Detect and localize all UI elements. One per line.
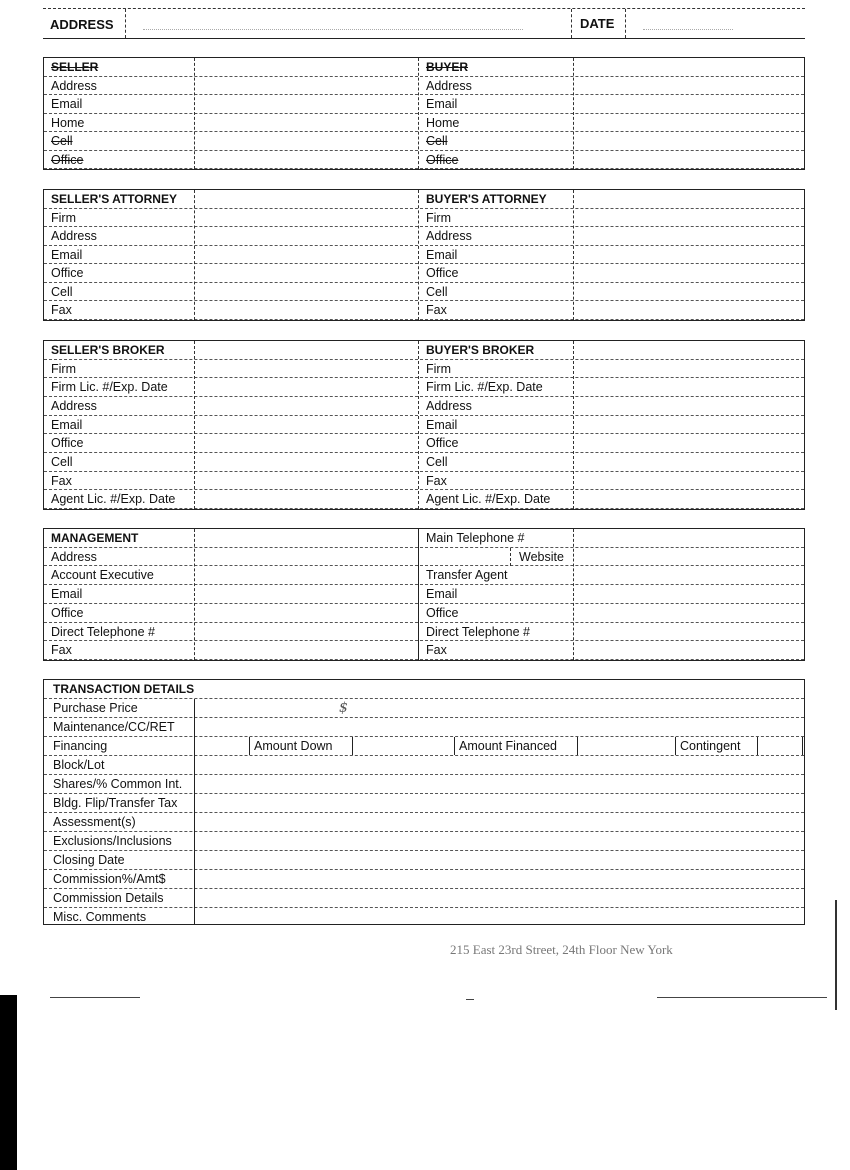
broker-right-field[interactable] bbox=[575, 490, 803, 508]
party-left-field[interactable] bbox=[196, 95, 418, 113]
attorney-right-field[interactable] bbox=[575, 209, 803, 227]
party-left-label: SELLER bbox=[51, 60, 99, 74]
transaction-row-label: Block/Lot bbox=[53, 758, 105, 772]
attorney-row bbox=[44, 246, 804, 265]
party-right-field[interactable] bbox=[575, 58, 803, 76]
party-left-field[interactable] bbox=[196, 151, 418, 169]
attorney-row bbox=[44, 227, 804, 246]
amount-financed-label: Amount Financed bbox=[459, 739, 557, 753]
transaction-field[interactable] bbox=[196, 889, 801, 907]
attorney-left-field[interactable] bbox=[196, 190, 418, 208]
broker-right-label: Fax bbox=[426, 473, 447, 488]
party-left-label: Office bbox=[51, 152, 84, 167]
transaction-row bbox=[44, 699, 804, 718]
broker-left-field[interactable] bbox=[196, 490, 418, 508]
attorney-left-label: Firm bbox=[51, 210, 76, 225]
scan-edge-bar bbox=[0, 995, 17, 1170]
transaction-row bbox=[44, 813, 804, 832]
management-left-label: Office bbox=[51, 605, 84, 620]
attorney-left-field[interactable] bbox=[196, 246, 418, 264]
attorney-left-label: Address bbox=[51, 229, 97, 244]
address-date-bar bbox=[43, 8, 805, 39]
management-right-field[interactable] bbox=[575, 529, 803, 547]
transaction-row bbox=[44, 718, 804, 737]
attorney-table bbox=[43, 189, 805, 321]
transaction-row bbox=[44, 794, 804, 813]
broker-left-field[interactable] bbox=[196, 434, 418, 452]
attorney-left-field[interactable] bbox=[196, 264, 418, 282]
broker-right-label: Email bbox=[426, 417, 458, 432]
transaction-field[interactable] bbox=[196, 870, 801, 888]
broker-right-label: Cell bbox=[426, 455, 448, 469]
management-row bbox=[44, 641, 804, 660]
broker-row bbox=[44, 397, 804, 416]
contingent-label: Contingent bbox=[680, 739, 741, 753]
broker-left-field[interactable] bbox=[196, 453, 418, 471]
party-left-label: Email bbox=[51, 97, 83, 111]
management-left-field[interactable] bbox=[196, 585, 418, 603]
broker-left-field[interactable] bbox=[196, 378, 418, 396]
management-row bbox=[44, 548, 804, 567]
broker-right-field[interactable] bbox=[575, 341, 803, 359]
transaction-row bbox=[44, 756, 804, 775]
management-right-label: Transfer Agent bbox=[426, 568, 508, 583]
party-right-label: Cell bbox=[426, 134, 448, 148]
management-right-label: Email bbox=[426, 587, 458, 602]
transaction-field[interactable] bbox=[196, 832, 801, 850]
footer-address: 215 East 23rd Street, 24th Floor New York bbox=[450, 942, 673, 957]
party-row bbox=[44, 58, 804, 77]
broker-right-field[interactable] bbox=[575, 434, 803, 452]
management-left-label: Address bbox=[51, 549, 97, 564]
footer-divider-right bbox=[657, 997, 827, 998]
broker-row bbox=[44, 453, 804, 472]
broker-left-label: Firm Lic. #/Exp. Date bbox=[51, 380, 168, 395]
transaction-row-label: Commission%/Amt$ bbox=[53, 872, 166, 886]
management-right-label: Website bbox=[519, 549, 564, 564]
broker-row bbox=[44, 490, 804, 509]
amount-down-label: Amount Down bbox=[254, 739, 333, 753]
management-left-label: Email bbox=[51, 587, 83, 602]
transaction-row-label: Exclusions/Inclusions bbox=[53, 834, 172, 848]
attorney-right-label: Fax bbox=[426, 303, 447, 318]
party-left-field[interactable] bbox=[196, 114, 418, 132]
attorney-right-field[interactable] bbox=[575, 190, 803, 208]
management-left-label: MANAGEMENT bbox=[51, 531, 139, 545]
broker-right-field[interactable] bbox=[575, 453, 803, 471]
broker-left-label: Email bbox=[51, 417, 83, 432]
management-right-label: Office bbox=[426, 605, 459, 620]
party-left-field[interactable] bbox=[196, 58, 418, 76]
attorney-left-label: Office bbox=[51, 266, 84, 281]
transaction-row bbox=[44, 870, 804, 889]
attorney-row bbox=[44, 283, 804, 302]
purchase-price-value[interactable]: $ bbox=[339, 700, 349, 716]
attorney-right-label: Email bbox=[426, 247, 458, 262]
attorney-left-field[interactable] bbox=[196, 301, 418, 319]
management-right-field[interactable] bbox=[575, 623, 803, 641]
transaction-title: TRANSACTION DETAILS bbox=[53, 682, 195, 696]
transaction-row-label: Shares/% Common Int. bbox=[53, 777, 183, 791]
broker-right-label: Address bbox=[426, 399, 472, 413]
attorney-right-label: Firm bbox=[426, 210, 451, 225]
transaction-row-label: Commission Details bbox=[53, 891, 164, 905]
transaction-row bbox=[44, 832, 804, 851]
management-right-label: Direct Telephone # bbox=[426, 624, 531, 639]
transaction-row bbox=[44, 908, 804, 927]
broker-right-label: Office bbox=[426, 436, 459, 451]
broker-left-label: Firm bbox=[51, 361, 76, 376]
management-right-field[interactable] bbox=[575, 585, 803, 603]
management-right-field[interactable] bbox=[575, 548, 803, 566]
footer-divider-left bbox=[50, 997, 140, 998]
party-left-field[interactable] bbox=[196, 132, 418, 150]
broker-right-field[interactable] bbox=[575, 360, 803, 378]
transaction-field[interactable] bbox=[196, 813, 801, 831]
management-right-field[interactable] bbox=[575, 566, 803, 584]
management-left-field[interactable] bbox=[196, 604, 418, 622]
transaction-field[interactable] bbox=[196, 794, 801, 812]
broker-right-field[interactable] bbox=[575, 472, 803, 490]
management-row bbox=[44, 604, 804, 623]
party-left-field[interactable] bbox=[196, 77, 418, 95]
party-right-field[interactable] bbox=[575, 151, 803, 169]
transaction-row-label: Assessment(s) bbox=[53, 815, 136, 829]
seller-buyer-table bbox=[43, 57, 805, 170]
management-right-field[interactable] bbox=[575, 604, 803, 622]
transaction-row bbox=[44, 775, 804, 794]
broker-row bbox=[44, 472, 804, 491]
broker-right-label: BUYER'S BROKER bbox=[426, 343, 535, 357]
management-row bbox=[44, 585, 804, 604]
broker-left-label: Cell bbox=[51, 455, 73, 469]
broker-left-field[interactable] bbox=[196, 360, 418, 378]
attorney-row bbox=[44, 209, 804, 228]
management-left-label: Direct Telephone # bbox=[51, 624, 156, 639]
broker-right-field[interactable] bbox=[575, 378, 803, 396]
party-right-label: BUYER bbox=[426, 60, 469, 74]
transaction-field[interactable] bbox=[196, 851, 801, 869]
party-right-field[interactable] bbox=[575, 114, 803, 132]
party-right-field[interactable] bbox=[575, 132, 803, 150]
management-right-label: Main Telephone # bbox=[426, 531, 525, 545]
attorney-right-label: BUYER'S ATTORNEY bbox=[426, 192, 547, 206]
broker-table bbox=[43, 340, 805, 510]
broker-left-field[interactable] bbox=[196, 472, 418, 490]
transaction-field[interactable] bbox=[196, 756, 801, 774]
transaction-row-label: Closing Date bbox=[53, 853, 125, 867]
attorney-right-label: Office bbox=[426, 266, 459, 281]
transaction-table bbox=[43, 679, 805, 925]
transaction-row-label: Bldg. Flip/Transfer Tax bbox=[53, 796, 178, 810]
transaction-row bbox=[44, 737, 804, 756]
broker-right-field[interactable] bbox=[575, 416, 803, 434]
management-left-field[interactable] bbox=[196, 623, 418, 641]
party-right-label: Office bbox=[426, 152, 459, 167]
party-row bbox=[44, 95, 804, 114]
attorney-row bbox=[44, 264, 804, 283]
address-handwriting bbox=[143, 19, 523, 30]
attorney-row bbox=[44, 190, 804, 209]
broker-left-field[interactable] bbox=[196, 341, 418, 359]
party-right-field[interactable] bbox=[575, 95, 803, 113]
party-left-label: Cell bbox=[51, 134, 73, 148]
broker-right-label: Firm Lic. #/Exp. Date bbox=[426, 380, 543, 395]
attorney-left-label: Email bbox=[51, 247, 83, 262]
management-left-field[interactable] bbox=[196, 529, 418, 547]
transaction-row-label: Maintenance/CC/RET bbox=[53, 720, 175, 734]
management-row bbox=[44, 529, 804, 548]
attorney-right-field[interactable] bbox=[575, 264, 803, 282]
broker-left-label: Office bbox=[51, 436, 84, 451]
transaction-field[interactable] bbox=[196, 775, 801, 793]
broker-row bbox=[44, 360, 804, 379]
attorney-right-field[interactable] bbox=[575, 227, 803, 245]
broker-left-label: SELLER'S BROKER bbox=[51, 343, 165, 357]
attorney-left-label: Cell bbox=[51, 284, 73, 299]
broker-left-label: Agent Lic. #/Exp. Date bbox=[51, 492, 176, 507]
management-left-label: Fax bbox=[51, 643, 72, 658]
broker-left-label: Address bbox=[51, 399, 97, 413]
broker-left-field[interactable] bbox=[196, 397, 418, 415]
attorney-right-field[interactable] bbox=[575, 301, 803, 319]
right-scan-edge bbox=[835, 900, 837, 1010]
attorney-left-field[interactable] bbox=[196, 227, 418, 245]
party-right-label: Home bbox=[426, 115, 460, 130]
party-row bbox=[44, 114, 804, 133]
party-right-label: Email bbox=[426, 97, 458, 111]
transaction-row-label: Purchase Price bbox=[53, 701, 138, 715]
broker-left-label: Fax bbox=[51, 473, 72, 488]
attorney-right-label: Address bbox=[426, 229, 472, 244]
attorney-right-field[interactable] bbox=[575, 246, 803, 264]
broker-row bbox=[44, 341, 804, 360]
footer-divider-mid bbox=[466, 999, 474, 1000]
transaction-field[interactable] bbox=[196, 718, 801, 736]
transaction-row bbox=[44, 851, 804, 870]
party-left-label: Address bbox=[51, 78, 97, 93]
attorney-left-label: Fax bbox=[51, 303, 72, 318]
date-label: DATE bbox=[580, 16, 615, 31]
management-right-field[interactable] bbox=[575, 641, 803, 659]
broker-row bbox=[44, 416, 804, 435]
party-left-label: Home bbox=[51, 115, 85, 130]
management-table bbox=[43, 528, 805, 661]
broker-row bbox=[44, 378, 804, 397]
transaction-row-label: Financing bbox=[53, 739, 108, 753]
attorney-left-label: SELLER'S ATTORNEY bbox=[51, 192, 177, 206]
transaction-row-label: Misc. Comments bbox=[53, 910, 147, 924]
management-left-field[interactable] bbox=[196, 548, 418, 566]
party-row bbox=[44, 151, 804, 170]
party-row bbox=[44, 132, 804, 151]
transaction-field[interactable] bbox=[196, 908, 801, 927]
attorney-right-label: Cell bbox=[426, 284, 448, 299]
broker-row bbox=[44, 434, 804, 453]
broker-left-field[interactable] bbox=[196, 416, 418, 434]
attorney-row bbox=[44, 301, 804, 320]
broker-right-label: Agent Lic. #/Exp. Date bbox=[426, 492, 551, 507]
management-row bbox=[44, 623, 804, 642]
broker-right-label: Firm bbox=[426, 361, 451, 376]
date-handwriting bbox=[643, 19, 733, 30]
management-row bbox=[44, 566, 804, 585]
attorney-left-field[interactable] bbox=[196, 283, 418, 301]
party-right-label: Address bbox=[426, 78, 472, 93]
transaction-row bbox=[44, 889, 804, 908]
attorney-left-field[interactable] bbox=[196, 209, 418, 227]
address-label: ADDRESS bbox=[50, 17, 114, 32]
attorney-right-field[interactable] bbox=[575, 283, 803, 301]
management-left-field[interactable] bbox=[196, 566, 418, 584]
broker-right-field[interactable] bbox=[575, 397, 803, 415]
management-right-label: Fax bbox=[426, 643, 447, 658]
party-right-field[interactable] bbox=[575, 77, 803, 95]
party-row bbox=[44, 77, 804, 96]
management-left-field[interactable] bbox=[196, 641, 418, 659]
management-left-label: Account Executive bbox=[51, 568, 154, 583]
